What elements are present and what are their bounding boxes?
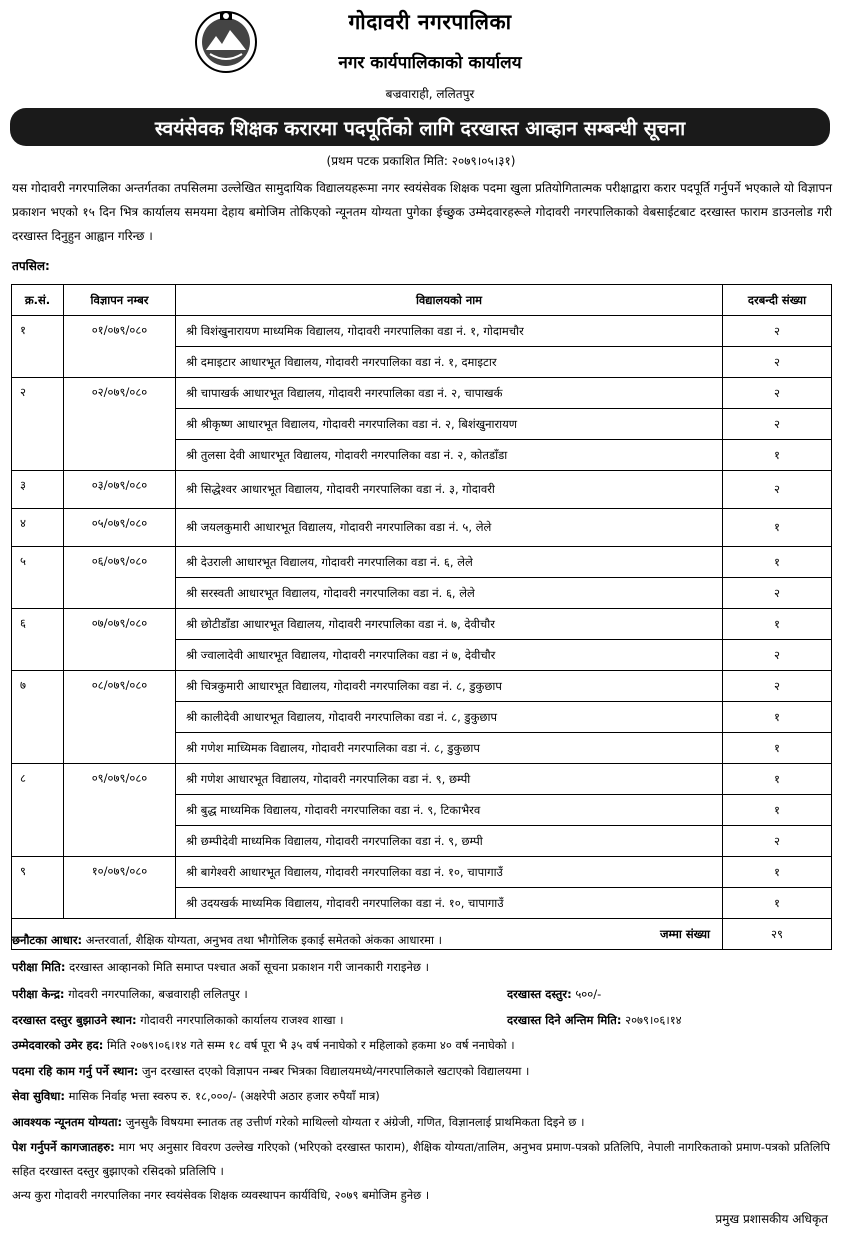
term-text: जुन दरखास्त दएको विज्ञापन नम्बर भित्रका विद्यालयमध्ये/नगरपालिकाले खटाएको विद्यालयमा ।	[141, 1064, 530, 1078]
term-qualification	[12, 1115, 585, 1130]
table-row	[12, 609, 832, 640]
term-fee-place	[12, 1013, 344, 1028]
term-label: दरखास्त दिने अन्तिम मिति:	[507, 1013, 622, 1027]
table-row	[12, 316, 832, 347]
table-row	[12, 764, 832, 795]
term-text: गोदवरी नगरपालिका, बज्रवाराही ललितपुर ।	[68, 987, 248, 1001]
col-header-sn: क्र.सं.	[12, 285, 64, 316]
cell-advertisement-number: ०९/०७९/०८०	[64, 764, 176, 857]
term-text: मासिक निर्वाह भत्ता स्वरुप रु. १८,०००/- (अक्षरेपी अठार हजार रुपैयाँ मात्र)	[68, 1089, 380, 1103]
details-label: तपसिल:	[12, 259, 50, 273]
term-work-place	[12, 1064, 529, 1079]
term-label: परीक्षा केन्द्र:	[12, 987, 65, 1001]
cell-post-count: २	[723, 316, 832, 347]
cell-school-name: श्री विशंखुनारायण माध्यमिक विद्यालय, गोदावरी नगरपालिका वडा नं. १, गोदामचौर	[176, 316, 723, 347]
cell-post-count: १	[723, 733, 832, 764]
cell-school-name: श्री छोटीडाँडा आधारभूत विद्यालय, गोदावरी नगरपालिका वडा नं. ७, देवीचौर	[176, 609, 723, 640]
cell-serial-number: ८	[12, 764, 64, 857]
table-header-row	[12, 285, 832, 316]
term-label: परीक्षा मिति:	[12, 960, 66, 974]
cell-advertisement-number: ०३/०७९/०८०	[64, 471, 176, 509]
cell-school-name: श्री बुद्ध माध्यमिक विद्यालय, गोदावरी नगरपालिका वडा नं. ९, टिकाभैरव	[176, 795, 723, 826]
signature-title: प्रमुख प्रशासकीय अधिकृत	[715, 1212, 828, 1226]
total-value: २९	[723, 919, 832, 950]
cell-serial-number: २	[12, 378, 64, 471]
cell-post-count: १	[723, 702, 832, 733]
cell-school-name: श्री सरस्वती आधारभूत विद्यालय, गोदावरी नगरपालिका वडा नं. ६, लेले	[176, 578, 723, 609]
term-facility	[12, 1089, 380, 1104]
cell-school-name: श्री तुलसा देवी आधारभूत विद्यालय, गोदावरी नगरपालिका वडा नं. २, कोतडाँडा	[176, 440, 723, 471]
cell-advertisement-number: ०८/०७९/०८०	[64, 671, 176, 764]
cell-school-name: श्री सिद्धेश्वर आधारभूत विद्यालय, गोदावरी नगरपालिका वडा नं. ३, गोदावरी	[176, 471, 723, 509]
cell-school-name: श्री चापाखर्क आधारभूत विद्यालय, गोदावरी नगरपालिका वडा नं. २, चापाखर्क	[176, 378, 723, 409]
notice-title-banner: स्वयंसेवक शिक्षक करारमा पदपूर्तिको लागि दरखास्त आव्हान सम्बन्धी सूचना	[10, 108, 830, 146]
term-fee	[507, 987, 601, 1002]
term-label: सेवा सुविधा:	[12, 1089, 65, 1103]
cell-school-name: श्री गणेश माध्यिमक विद्यालय, गोदावरी नगरपालिका वडा नं. ८, डुकुछाप	[176, 733, 723, 764]
cell-post-count: १	[723, 857, 832, 888]
table-row	[12, 857, 832, 888]
term-label: उम्मेदवारको उमेर हद:	[12, 1038, 104, 1052]
term-age-limit	[12, 1038, 515, 1053]
cell-post-count: १	[723, 888, 832, 919]
cell-school-name: श्री ज्वालादेवी आधारभूत विद्यालय, गोदावरी नगरपालिका वडा नं ७, देवीचौर	[176, 640, 723, 671]
term-label: दरखास्त दस्तुर:	[507, 987, 572, 1001]
cell-post-count: २	[723, 347, 832, 378]
intro-paragraph: यस गोदावरी नगरपालिका अन्तर्गतका तपसिलमा उल्लेखित सामुदायिक विद्यालयहरूमा नगर स्वयंसेवक शिक्षक पदमा खुला प्रतियोगितात्मक परीक्षाद्वारा करार पदपूर्ति गर्नुपर्ने भएकाले यो विज्ञापन प्रकाशन भएको १५ दिन भित्र कार्यालय समयमा देहाय बमोजिम तोकिएको न्यूनतम योग्यता पुगेका ईच्छुक उम्मेदवारहरूले गोदावरी नगरपालिकाको वेबसाईटबाट दरखास्त फाराम डाउनलोड गरी दरखास्त दिनुहुन आह्वान गरिन्छ ।	[12, 181, 832, 243]
table-row	[12, 547, 832, 578]
table-row	[12, 509, 832, 547]
term-selection	[12, 933, 442, 948]
term-text: गोदावरी नगरपालिकाको कार्यालय राजश्व शाखा ।	[140, 1013, 344, 1027]
table-row	[12, 471, 832, 509]
cell-school-name: श्री उदयखर्क माध्यमिक विद्यालय, गोदावरी नगरपालिका वडा नं. १०, चापागाउँ	[176, 888, 723, 919]
cell-school-name: श्री कालीदेवी आधारभूत विद्यालय, गोदावरी नगरपालिका वडा नं. ८, डुकुछाप	[176, 702, 723, 733]
term-text: दरखास्त आव्हानको मिति समाप्त पश्चात अर्को सूचना प्रकाशन गरी जानकारी गराइनेछ ।	[69, 960, 429, 974]
term-documents	[12, 1135, 830, 1183]
cell-advertisement-number: ०१/०७९/०८०	[64, 316, 176, 378]
term-text: अन्तरवार्ता, शैक्षिक योग्यता, अनुभव तथा भौगोलिक इकाई समेतको अंकका आधारमा ।	[85, 933, 443, 947]
cell-school-name: श्री देउराली आधारभूत विद्यालय, गोदावरी नगरपालिका वडा नं. ६, लेले	[176, 547, 723, 578]
term-exam-center	[12, 987, 248, 1002]
cell-post-count: १	[723, 764, 832, 795]
cell-serial-number: ६	[12, 609, 64, 671]
term-exam-date	[12, 960, 429, 975]
cell-post-count: २	[723, 671, 832, 702]
term-label: पेश गर्नुपर्ने कागजातहरु:	[12, 1140, 115, 1154]
cell-post-count: १	[723, 795, 832, 826]
cell-post-count: २	[723, 471, 832, 509]
cell-advertisement-number: ०६/०७९/०८०	[64, 547, 176, 609]
cell-post-count: १	[723, 440, 832, 471]
cell-post-count: १	[723, 547, 832, 578]
cell-serial-number: ७	[12, 671, 64, 764]
cell-school-name: श्री दमाइटार आधारभूत विद्यालय, गोदावरी नगरपालिका वडा नं. १, दमाइटार	[176, 347, 723, 378]
cell-school-name: श्री गणेश आधारभूत विद्यालय, गोदावरी नगरपालिका वडा नं. ९, छम्पी	[176, 764, 723, 795]
term-label: छनौटका आधार:	[12, 933, 83, 947]
cell-school-name: श्री चित्रकुमारी आधारभूत विद्यालय, गोदावरी नगरपालिका वडा नं. ८, डुकुछाप	[176, 671, 723, 702]
cell-post-count: २	[723, 826, 832, 857]
nepal-emblem-icon	[194, 10, 258, 74]
table-row	[12, 671, 832, 702]
term-text: ५००/-	[575, 987, 602, 1001]
vacancy-table	[11, 284, 832, 950]
term-text: अन्य कुरा गोदावरी नगरपालिका नगर स्वयंसेवक शिक्षक व्यवस्थापन कार्यविधि, २०७९ बमोजिम हुनेछ ।	[12, 1188, 430, 1202]
office-name: नगर कार्यपालिकाको कार्यालय	[338, 53, 522, 73]
cell-school-name: श्री श्रीकृष्ण आधारभूत विद्यालय, गोदावरी नगरपालिका वडा नं. २, बिशंखुनारायण	[176, 409, 723, 440]
cell-post-count: २	[723, 378, 832, 409]
office-address: बज्रवाराही, ललितपुर	[385, 87, 475, 101]
cell-advertisement-number: १०/०७९/०८०	[64, 857, 176, 919]
cell-serial-number: ४	[12, 509, 64, 547]
cell-serial-number: ५	[12, 547, 64, 609]
published-date: (प्रथम पटक प्रकाशित मिति: २०७९।०५।३१)	[326, 154, 516, 168]
term-text: २०७९।०६।१४	[625, 1013, 682, 1027]
cell-post-count: १	[723, 509, 832, 547]
cell-school-name: श्री छम्पीदेवी माध्यमिक विद्यालय, गोदावरी नगरपालिका वडा नं. ९, छम्पी	[176, 826, 723, 857]
col-header-adv-no: विज्ञापन नम्बर	[64, 285, 176, 316]
term-deadline	[507, 1013, 682, 1028]
term-label: आवश्यक न्यूनतम योग्यता:	[12, 1115, 123, 1129]
cell-advertisement-number: ०५/०७९/०८०	[64, 509, 176, 547]
cell-advertisement-number: ०२/०७९/०८०	[64, 378, 176, 471]
col-header-school: विद्यालयको नाम	[176, 285, 723, 316]
cell-serial-number: ३	[12, 471, 64, 509]
org-name: गोदावरी नगरपालिका	[348, 10, 512, 34]
term-text: मिति २०७९।०६।१४ गते सम्म १८ वर्ष पूरा भै ३५ वर्ष ननाघेको र महिलाको हकमा ४० वर्ष ननाघेको ।	[106, 1038, 515, 1052]
table-body	[12, 316, 832, 950]
cell-advertisement-number: ०७/०७९/०८०	[64, 609, 176, 671]
term-other	[12, 1188, 429, 1203]
term-label: पदमा रहि काम गर्नु पर्ने स्थान:	[12, 1064, 139, 1078]
cell-post-count: २	[723, 640, 832, 671]
cell-post-count: २	[723, 578, 832, 609]
term-label: दरखास्त दस्तुर बुझाउने स्थान:	[12, 1013, 137, 1027]
col-header-posts: दरबन्दी संख्या	[723, 285, 832, 316]
cell-serial-number: ९	[12, 857, 64, 919]
cell-serial-number: १	[12, 316, 64, 378]
cell-school-name: श्री बागेश्वरी आधारभूत विद्यालय, गोदावरी नगरपालिका वडा नं. १०, चापागाउँ	[176, 857, 723, 888]
term-text: जुनसुकै विषयमा स्नातक तह उत्तीर्ण गरेको माथिल्लो योग्यता र अंग्रेजी, गणित, विज्ञानलाई प्राथमिकता दिइने छ ।	[125, 1115, 585, 1129]
cell-post-count: २	[723, 409, 832, 440]
cell-school-name: श्री जयलकुमारी आधारभूत विद्यालय, गोदावरी नगरपालिका वडा नं. ५, लेले	[176, 509, 723, 547]
total-label: जम्मा संख्या	[12, 919, 723, 950]
term-text: माग भए अनुसार विवरण उल्लेख गरिएको (भरिएको दरखास्त फाराम), शैक्षिक योग्यता/तालिम, अनुभव प्रमाण-पत्रको प्रतिलिपि, नेपाली नागरिकताको प्रमाण-पत्रको प्रतिलिपि सहित दरखास्त दस्तुर बुझाएको रसिदको प्रतिलिपि ।	[12, 1140, 830, 1178]
cell-post-count: १	[723, 609, 832, 640]
table-row	[12, 378, 832, 409]
